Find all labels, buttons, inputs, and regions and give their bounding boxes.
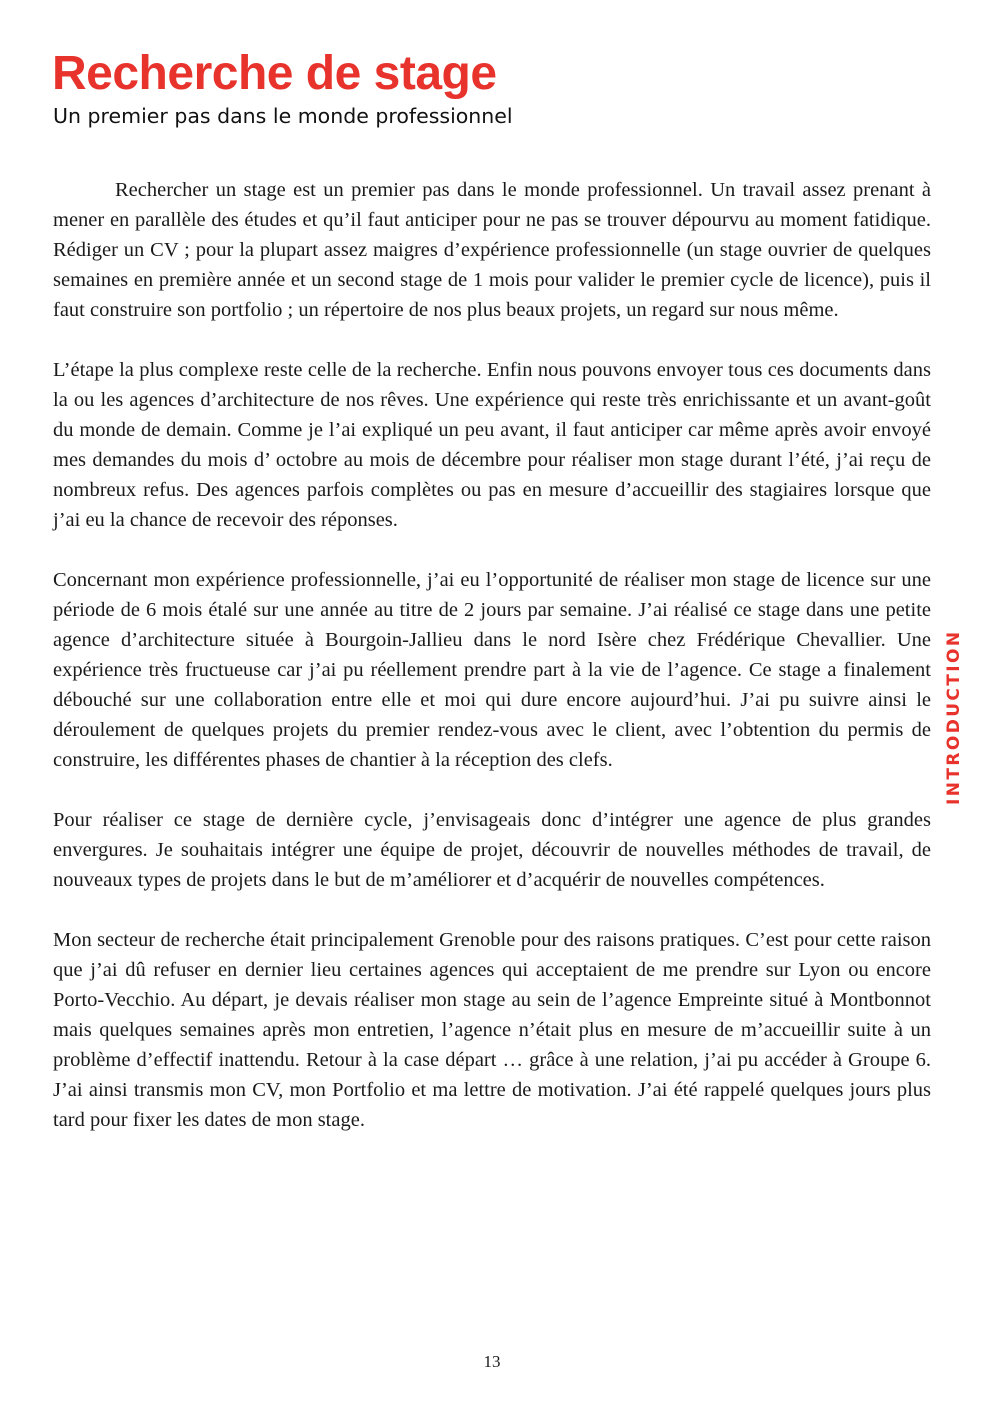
section-side-label: INTRODUCTION bbox=[944, 629, 964, 805]
page-subtitle: Un premier pas dans le monde professionnel bbox=[53, 104, 513, 128]
page-title: Recherche de stage bbox=[52, 47, 497, 100]
paragraph-5: Mon secteur de recherche était principalement Grenoble pour des raisons pratiques. C’est pour cette raison que j’ai dû refuser en dernier lieu certaines agences qui acceptaient de me prendre sur Lyon ou encore Porto-Vecchio. Au départ, je devais réaliser mon stage au sein de l’agence Empreinte situé à Montbonnot mais quelques semaines après mon entretien, l’agence n’était plus en mesure de m’accueillir suite à un problème d’effectif inattendu. Retour à la case départ … grâce à une relation, j’ai pu accéder à Groupe 6. J’ai ainsi transmis mon CV, mon Portfolio et ma lettre de motivation. J’ai été rappelé quelques jours plus tard pour fixer les dates de mon stage. bbox=[53, 929, 931, 1131]
body-text bbox=[53, 175, 931, 1165]
page-number: 13 bbox=[483, 1352, 501, 1371]
paragraph-3: Concernant mon expérience professionnelle, j’ai eu l’opportunité de réaliser mon stage de licence sur une période de 6 mois étalé sur une année au titre de 2 jours par semaine. J’ai réalisé ce stage dans une petite agence d’architecture située à Bourgoin-Jallieu dans le nord Isère chez Frédérique Chevallier. Une expérience très fructueuse car j’ai pu réellement prendre part à la vie de l’agence. Ce stage a finalement débouché sur une collaboration entre elle et moi qui dure encore aujourd’hui. J’ai pu suivre ainsi le déroulement de quelques projets du premier rendez-vous avec le client, avec l’obtention du permis de construire, les différentes phases de chantier à la réception des clefs. bbox=[53, 569, 931, 771]
paragraph-2: L’étape la plus complexe reste celle de la recherche. Enfin nous pouvons envoyer tous ces documents dans la ou les agences d’architecture de nos rêves. Une expérience qui reste très enrichissante et un avant-goût du monde de demain. Comme je l’ai expliqué un peu avant, il faut anticiper car même après avoir envoyé mes demandes du mois d’ octobre au mois de décembre pour réaliser mon stage durant l’été, j’ai reçu de nombreux refus. Des agences parfois complètes ou pas en mesure d’accueillir des stagiaires lorsque que j’ai eu la chance de recevoir des réponses. bbox=[53, 359, 931, 531]
paragraph-1: Rechercher un stage est un premier pas dans le monde professionnel. Un travail assez prenant à mener en parallèle des études et qu’il faut anticiper pour ne pas se trouver dépourvu au moment fatidique. Rédiger un CV ; pour la plupart assez maigres d’expérience professionnelle (un stage ouvrier de quelques semaines en première année et un second stage de 1 mois pour valider le premier cycle de licence), puis il faut construire son portfolio ; un répertoire de nos plus beaux projets, un regard sur nous même. bbox=[53, 179, 931, 321]
paragraph-4: Pour réaliser ce stage de dernière cycle, j’envisageais donc d’intégrer une agence de plus grandes envergures. Je souhaitais intégrer une équipe de projet, découvrir de nouvelles méthodes de travail, de nouveaux types de projets dans le but de m’améliorer et d’acquérir de nouvelles compétences. bbox=[53, 809, 931, 891]
